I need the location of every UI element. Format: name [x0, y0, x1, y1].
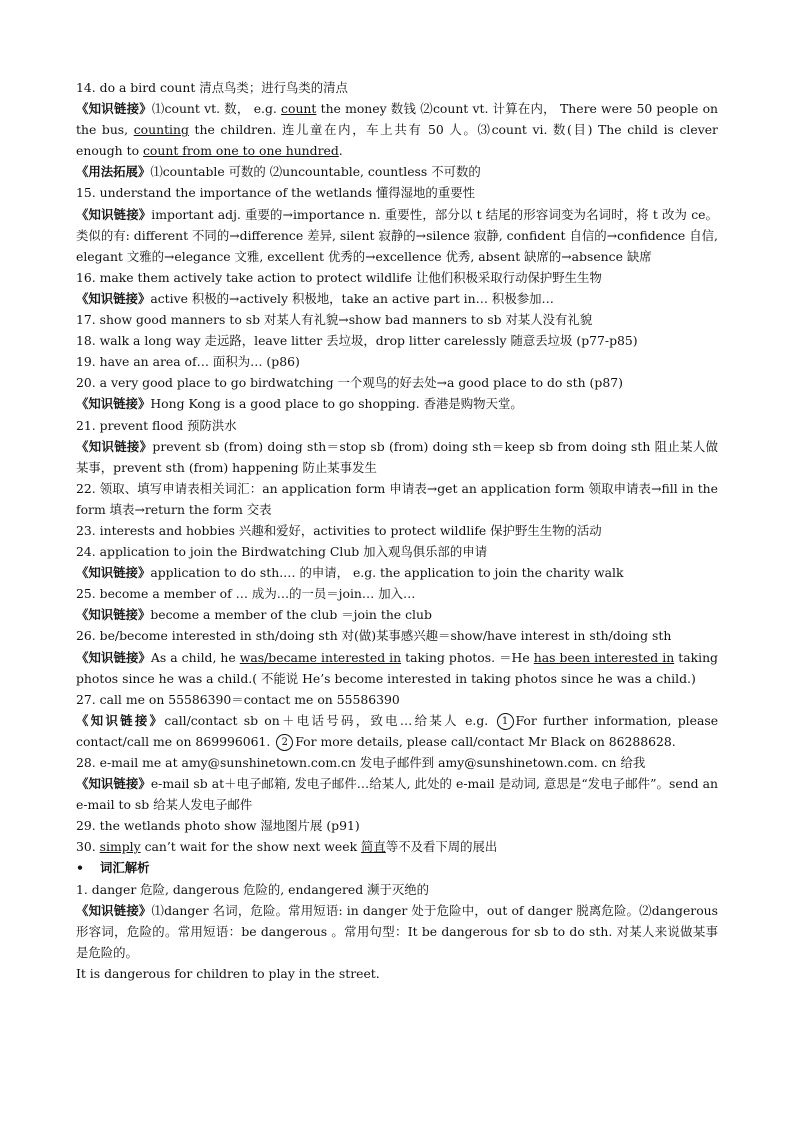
- circled-number-1: 1: [497, 713, 514, 730]
- underlined-text: counting: [133, 122, 189, 138]
- text: the money 数钱 ⑵count vt. 计算在内， There were 50 people on the bus,: [76, 101, 719, 138]
- knowledge-link-danger: [76, 900, 718, 963]
- underlined-text: has been interested in: [533, 649, 675, 665]
- text: 27. call me on 55586390＝contact me on 55586390: [76, 691, 400, 707]
- vocab-line-15: [76, 182, 718, 203]
- vocab-line-19: [76, 351, 718, 372]
- section-label: 《用法拓展》: [76, 164, 151, 180]
- underlined-text: count: [281, 101, 317, 117]
- example-sentence: [76, 963, 718, 984]
- vocab-line-29: [76, 815, 718, 836]
- section-label: 《知识链接》: [76, 712, 165, 728]
- text: For more details, please call/contact Mr Black on 86288628.: [295, 733, 676, 749]
- text: important adj. 重要的→importance n. 重要性，部分以 t 结尾的形容词变为名词时，将 t 改为 ce。类似的有: different 不同的→difference 差异, silent 寂静的→silence 寂静, confident 自信的→confidence 自信, elegant 文雅的→elegance 文雅, excellent 优秀的→excellence 优秀, absent 缺席的→absence 缺席: [76, 206, 719, 264]
- underlined-text: was/became interested in: [239, 649, 402, 665]
- text: 14. do a bird count 清点鸟类；进行鸟类的清点: [76, 80, 348, 95]
- text: As a child, he: [150, 649, 240, 665]
- text: ⑴countable 可数的 ⑵uncountable, countless 不可数的: [150, 164, 481, 180]
- text: 26. be/become interested in sth/doing sth 对(做)某事感兴趣＝show/have interest in sth/doing sth: [76, 628, 672, 644]
- text: active 积极的→actively 积极地，take an active part in… 积极参加…: [150, 290, 554, 306]
- text: 19. have an area of… 面积为… (p86): [76, 354, 300, 370]
- vocab-line-26: [76, 625, 718, 646]
- text: It is dangerous for children to play in the street.: [76, 965, 380, 981]
- text: 23. interests and hobbies 兴趣和爱好，activities to protect wildlife 保护野生生物的活动: [76, 522, 602, 538]
- vocab-line-23: [76, 520, 718, 541]
- text: ⑴count vt. 数， e.g.: [151, 101, 282, 117]
- section-label: 《知识链接》: [76, 396, 151, 412]
- vocab-line-25: [76, 583, 718, 604]
- section-label: 《知识链接》: [76, 101, 152, 117]
- text: 25. become a member of … 成为…的一员＝join… 加入…: [76, 586, 416, 602]
- text: 22. 领取、填写申请表相关词汇：an application form 申请表→get an application form 领取申请表→fill in the form 填表→return the form 交表: [76, 480, 718, 517]
- vocab-line-18: [76, 330, 718, 351]
- underlined-text: simply: [99, 839, 141, 855]
- section-label: 《知识链接》: [76, 607, 151, 623]
- section-label: 《知识链接》: [76, 565, 151, 581]
- vocab-line-24: [76, 541, 718, 562]
- knowledge-link-prevent: [76, 436, 718, 478]
- text: 18. walk a long way 走远路，leave litter 丢垃圾，drop litter carelessly 随意丢垃圾 (p77-p85): [76, 333, 638, 349]
- knowledge-link-member: [76, 604, 718, 625]
- underlined-text: count from one to one hundred: [142, 143, 339, 159]
- vocab-line-21: [76, 415, 718, 436]
- section-label: 《知识链接》: [76, 438, 153, 454]
- text: 28. e-mail me at amy@sunshinetown.com.cn 发电子邮件到 amy@sunshinetown.com. cn 给我: [76, 755, 646, 770]
- knowledge-link-call: [76, 710, 718, 752]
- knowledge-link-hongkong: [76, 393, 718, 414]
- text: 16. make them actively take action to protect wildlife 让他们积极采取行动保护野生生物: [76, 269, 602, 285]
- document-page: [76, 77, 718, 984]
- bullet-icon: •: [76, 860, 84, 876]
- section-label: 《知识链接》: [76, 290, 151, 306]
- underlined-text: 简直: [361, 839, 386, 855]
- vocab-line-16: [76, 267, 718, 288]
- knowledge-link-count: [76, 98, 718, 161]
- section-label: 《知识链接》: [76, 902, 152, 918]
- text: application to do sth.… 的申请， e.g. the application to join the charity walk: [150, 565, 624, 581]
- text: For further information, please contact/call me on 869996061.: [76, 712, 719, 749]
- knowledge-link-interested: [76, 647, 718, 689]
- text: ⑴danger 名词，危险。常用短语: in danger 处于危险中，out of danger 脱离危险。⑵dangerous 形容词，危险的。常用短语：be dangerous 。常用句型：It be dangerous for sb to do sth. 对某人来说做某事是危险的。: [76, 902, 719, 960]
- text: Hong Kong is a good place to go shopping. 香港是购物天堂。: [150, 396, 523, 412]
- vocab-line-22: [76, 478, 718, 520]
- vocab-line-20: [76, 372, 718, 393]
- text: 29. the wetlands photo show 湿地图片展 (p91): [76, 818, 360, 834]
- circled-number-2: 2: [276, 734, 293, 751]
- text: call/contact sb on＋电话号码，致电…给某人 e.g.: [164, 712, 495, 728]
- text: the children. 连儿童在内，车上共有 50 人。⑶count vi. 数(目) The child is clever enough to: [76, 122, 718, 159]
- text: 30.: [76, 839, 100, 855]
- text: can’t wait for the show next week: [140, 839, 362, 855]
- section-heading-vocab-analysis: [76, 857, 718, 878]
- knowledge-link-email: [76, 773, 718, 815]
- section-label: 《知识链接》: [76, 776, 151, 792]
- text: 15. understand the importance of the wetlands 懂得湿地的重要性: [76, 185, 475, 201]
- text: 20. a very good place to go birdwatching 一个观鸟的好去处→a good place to do sth (p87): [76, 375, 623, 391]
- text: taking photos since he was a child.( 不能说 He’s become interested in taking photos since he was a child.): [76, 649, 718, 686]
- text: 等不及看下周的展出: [385, 839, 498, 855]
- text: become a member of the club ＝join the club: [150, 607, 432, 623]
- knowledge-link-application: [76, 562, 718, 583]
- section-heading: 词汇解析: [100, 860, 150, 876]
- text: .: [338, 143, 343, 159]
- vocab-line-14: [76, 77, 718, 98]
- vocab-line-danger: [76, 879, 718, 900]
- text: 17. show good manners to sb 对某人有礼貌→show bad manners to sb 对某人没有礼貌: [76, 312, 593, 328]
- knowledge-link-importance: [76, 204, 718, 267]
- knowledge-link-active: [76, 288, 718, 309]
- text: 24. application to join the Birdwatching Club 加入观鸟俱乐部的申请: [76, 544, 488, 560]
- section-label: 《知识链接》: [76, 206, 152, 222]
- vocab-line-30: [76, 836, 718, 857]
- text: e-mail sb at＋电子邮箱, 发电子邮件…给某人, 此处的 e-mail 是动词, 意思是“发电子邮件”。send an e-mail to sb 给某人发电子邮件: [76, 776, 718, 813]
- vocab-line-27: [76, 689, 718, 710]
- text: taking photos. ＝He: [401, 649, 534, 665]
- usage-extension-count: [76, 161, 718, 182]
- vocab-line-17: [76, 309, 718, 330]
- section-label: 《知识链接》: [76, 649, 151, 665]
- text: 1. danger 危险, dangerous 危险的, endangered 濒于灭绝的: [76, 881, 430, 897]
- vocab-line-28: [76, 752, 718, 773]
- text: prevent sb (from) doing sth＝stop sb (from) doing sth＝keep sb from doing sth 阻止某人做某事，prevent sth (from) happening 防止某事发生: [76, 438, 718, 475]
- text: 21. prevent flood 预防洪水: [76, 417, 237, 433]
